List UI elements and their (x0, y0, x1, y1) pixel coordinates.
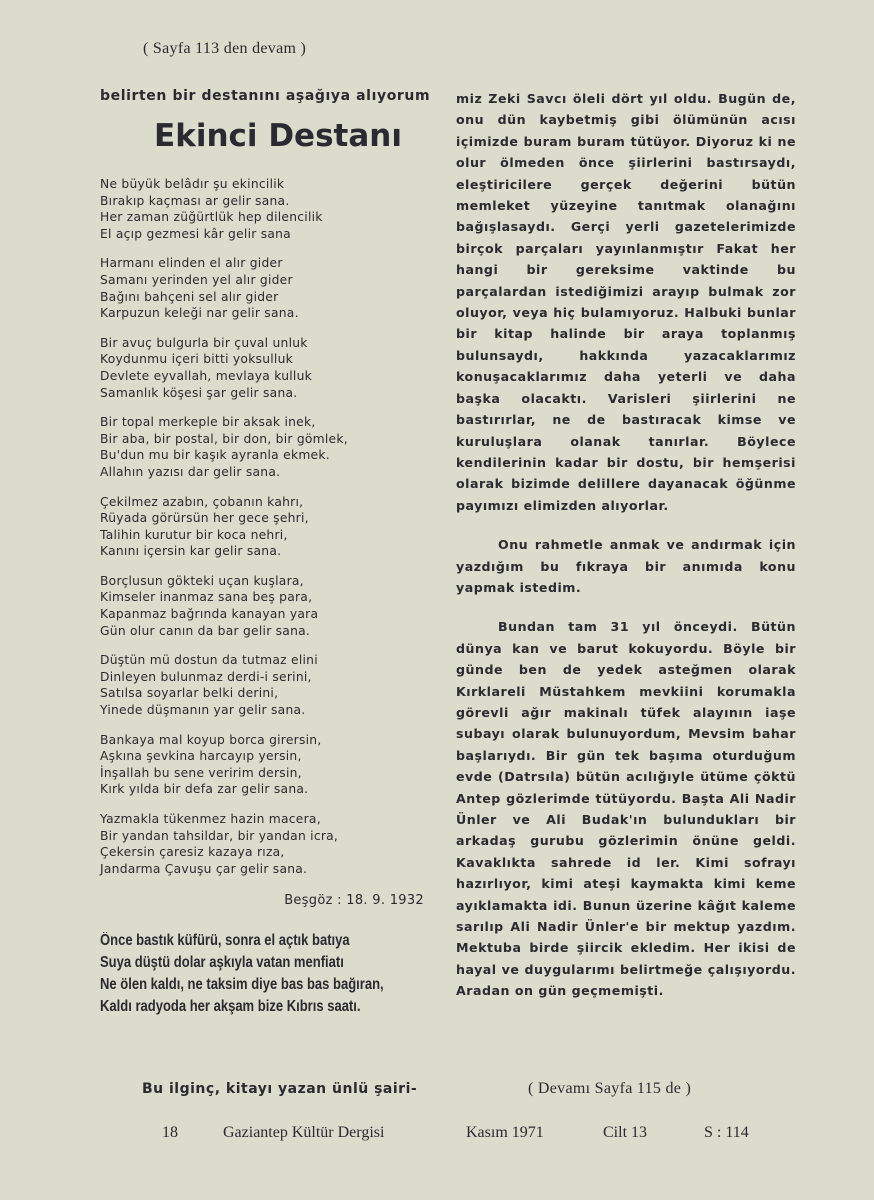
left-column (100, 88, 440, 1018)
poem-line: Jandarma Çavuşu çar gelir sana. (100, 861, 308, 876)
left-column-continuation: Bu ilginç, kitayı yazan ünlü şairi- (142, 1081, 418, 1097)
poem-line: Bırakıp kaçması ar gelir sana. (100, 193, 290, 208)
poem-line: Karpuzun keleği nar gelir sana. (100, 306, 299, 321)
poem-line: Bağını bahçeni sel alır gider (100, 289, 279, 304)
poem-line: Bir avuç bulgurla bir çuval unluk (100, 335, 308, 350)
article-paragraph: Bundan tam 31 yıl önceydi. Bütün dünya kan ve barut kokuyordu. Böyle bir günde ben de yedek asteğmen olarak Kırklareli Müstahkem mevkiini korumakla görevli ağır makinalı tüfek alayının iaşe subayı olarak bulunuyordum, Mevsim bahar başlarıydı. Bir gün tek başıma oturduğum evde (Datrsıla) bütün acılığıyle ütüme çöktü Antep gözlerimde tütüyordu. Başta Ali Nadir Ünler ve Ali Budak'ın bulundukları bir arkadaş gurubu gözlerimin önüne geldi. Kavaklıkta sahrede id ler. Kimi sofrayı hazırlıyor, kimi ateşi kaymakta kimi keme ayıklamakta idi. Bunun üzerine kâğıt kaleme sarılıp Ali Nadir Ünler'e bir mektup yazdım. Mektuba birde şiircik ekledim. Her ikisi de hayal ve duygularımı belirtmeğe çalışıyordu. Aradan on gün geçmemişti. (456, 619, 796, 999)
poem-line: Düştün mü dostun da tutmaz elini (100, 653, 318, 668)
article-paragraph: Onu rahmetle anmak ve andırmak için yazdığım bu fıkraya bir anımıda konu yapmak istedim. (456, 537, 796, 595)
poem-body (100, 176, 440, 877)
poem-title: Ekinci Destanı (154, 118, 402, 154)
poem-stanza (100, 811, 440, 877)
poem-line: Çekilmez azabın, çobanın kahrı, (100, 494, 304, 509)
poem-line: El açıp gezmesi kâr gelir sana (100, 226, 291, 241)
right-column (456, 88, 796, 1020)
article-paragraph: miz Zeki Savcı öleli dört yıl oldu. Bugün de, onu dün kaybetmiş gibi ölümünün acısı içimizde buram buram tütüyor. Diyoruz ki ne olur ölmeden önce şiirlerini bastırsaydı, eleştiricilere gerçek değerini bütün memleket yüzeyine tanıtmak olanağını bağışlasaydı. Gerçi yerli gazetelerimizde birçok parçaları yayınlanmıştır Fakat her hangi bir gereksime vaktinde bu parçalardan istediğimizi arayıp bulmak zor oluyor, veya hiç bulamıyoruz. Halbuki bunlar bir kitap halinde bir araya toplanmış bulunsaydı, hakkında yazacaklarımız konuşacaklarımız daha yeterli ve daha başka olacaktı. Varisleri şiirlerini ne bastırırlar, ne de bastıracak kimse ve kuruluşlara olanak tanırlar. Böylece kendilerinin kadar bir dostu, bir hemşerisi olarak bizimde delillere dayanacak öğünme payımızı elimizden alıyorlar. (456, 91, 796, 513)
poem-line: Bir yandan tahsildar, bir yandan icra, (100, 828, 339, 843)
poem-line: Çekersin çaresiz kazaya rıza, (100, 845, 285, 860)
continued-from-header: ( Sayfa 113 den devam ) (143, 40, 307, 57)
poem-line: Bankaya mal koyup borca girersin, (100, 732, 322, 747)
poem-line: Koydunmu içeri bitti yoksulluk (100, 352, 294, 367)
verse-line: Ne ölen kaldı, ne taksim diye bas bas bağıran, (100, 976, 384, 994)
poem-line: Allahın yazısı dar gelir sana. (100, 464, 281, 479)
poem-line: Devlete eyvallah, mevlaya kulluk (100, 368, 313, 383)
poem-line: Her zaman züğürtlük hep dilencilik (100, 210, 323, 225)
verse-line: Kaldı radyoda her akşam bize Kıbrıs saatı. (100, 998, 361, 1016)
poem-line: Kimseler inanmaz sana beş para, (100, 590, 313, 605)
poem-signature: Beşgöz : 18. 9. 1932 (284, 893, 424, 909)
issue-date: Kasım 1971 (466, 1124, 544, 1141)
poem-stanza (100, 732, 440, 798)
poem-line: Yinede düşmanın yar gelir sana. (100, 703, 306, 718)
verse-line: Suya düştü dolar aşkıyla vatan menfiatı (100, 954, 344, 972)
poem-line: Bu'dun mu bir kaşık ayranla ekmek. (100, 448, 330, 463)
poem-line: Kanını içersin kar gelir sana. (100, 544, 282, 559)
poem-line: Bir topal merkeple bir aksak inek, (100, 415, 316, 430)
poem-line: Dinleyen bulunmaz derdi-i serini, (100, 669, 312, 684)
poem-line: Gün olur canın da bar gelir sana. (100, 623, 311, 638)
poem-stanza (100, 176, 440, 242)
poem-line: Rüyada görürsün her gece şehri, (100, 511, 309, 526)
poem-line: Kapanmaz bağrında kanayan yara (100, 607, 319, 622)
poem-line: Aşkına şevkina harcayıp yersin, (100, 749, 302, 764)
issue-number: S : 114 (704, 1124, 749, 1141)
continued-to-footer: ( Devamı Sayfa 115 de ) (528, 1080, 692, 1097)
magazine-name: Gaziantep Kültür Dergisi (223, 1124, 385, 1141)
volume-number: Cilt 13 (603, 1124, 648, 1141)
poem-stanza (100, 494, 440, 560)
poem-stanza (100, 652, 440, 718)
poem-stanza (100, 335, 440, 401)
poem-stanza (100, 255, 440, 321)
poem-line: Bir aba, bir postal, bir don, bir gömlek, (100, 431, 348, 446)
verse-line: Önce bastık küfürü, sonra el açtık batıya (100, 932, 350, 950)
poem-line: Harmanı elinden el alır gider (100, 256, 283, 271)
poem-stanza (100, 573, 440, 639)
page-number: 18 (162, 1124, 178, 1141)
poem-line: Borçlusun gökteki uçan kuşlara, (100, 573, 304, 588)
poem-line: Kırk yılda bir defa zar gelir sana. (100, 782, 309, 797)
poem-line: İnşallah bu sene veririm dersin, (100, 765, 302, 780)
poem-stanza (100, 414, 440, 480)
poem-line: Satılsa soyarlar belki derini, (100, 686, 279, 701)
poem-line: Ne büyük belâdır şu ekincilik (100, 177, 285, 191)
poem-line: Samanlık köşesi şar gelir sana. (100, 385, 298, 400)
poem-line: Samanı yerinden yel alır gider (100, 272, 293, 287)
quoted-verse (100, 930, 440, 1018)
intro-line: belirten bir destanını aşağıya alıyorum (100, 88, 431, 104)
poem-line: Yazmakla tükenmez hazin macera, (100, 812, 321, 826)
poem-line: Talihin kurutur bir koca nehri, (100, 527, 288, 542)
